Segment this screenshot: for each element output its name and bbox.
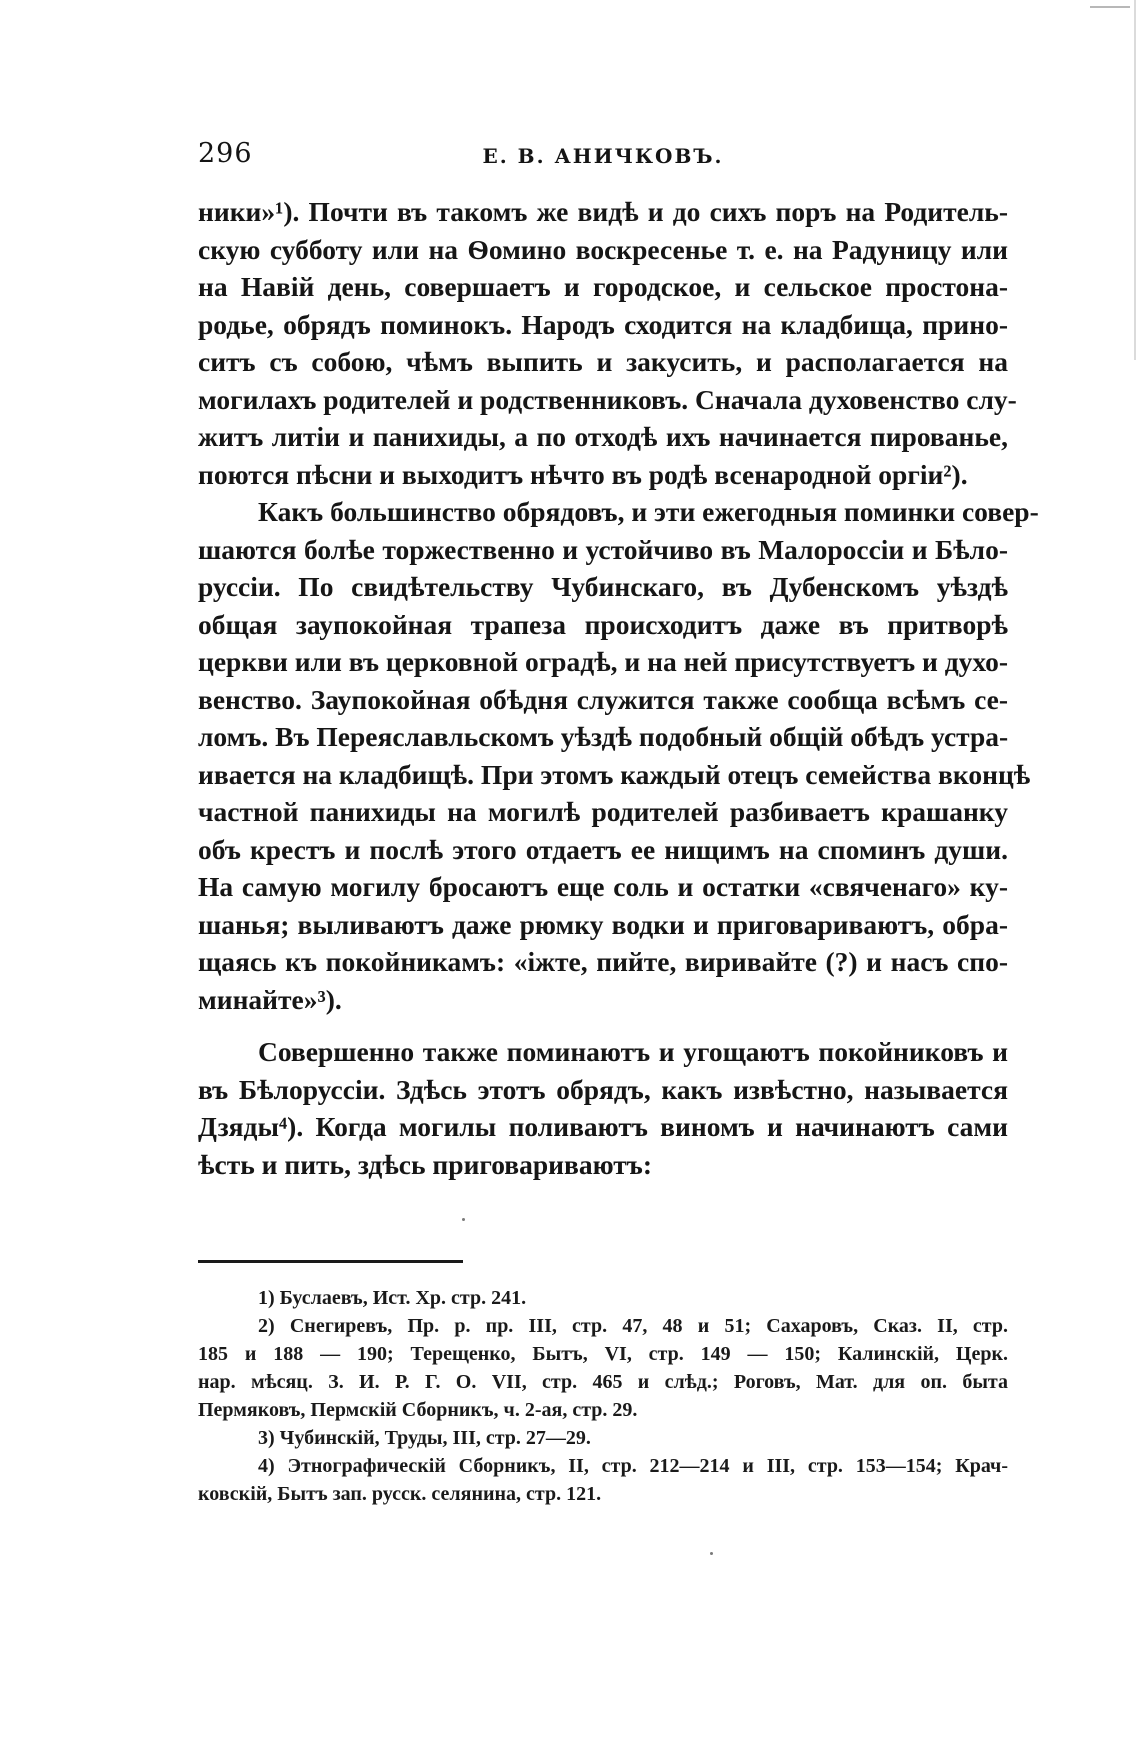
- footnote-line: 3) Чубинскій, Труды, III, стр. 27—29.: [258, 1427, 591, 1449]
- body-text: [198, 193, 1039, 1183]
- text-line: щаясь къ покойникамъ: «іжте, пийте, виривайте (?) и насъ спо-: [198, 946, 1008, 977]
- footnote-line: Пермяковъ, Пермскій Сборникъ, ч. 2-ая, стр. 29.: [198, 1399, 638, 1421]
- page-header: [198, 138, 1008, 178]
- text-line: скую субботу или на Ѳомино воскресенье т. е. на Радуницу или: [198, 233, 1008, 265]
- paragraph-gap: [198, 1018, 1008, 1033]
- paragraph: [198, 493, 1039, 1018]
- text-line: Дзяды⁴). Когда могилы поливаютъ виномъ и начинаютъ сами: [198, 1111, 1008, 1142]
- footnote: [198, 1284, 1008, 1312]
- text-line: ситъ съ собою, чѣмъ выпить и закусить, и располагается на: [198, 346, 1008, 377]
- text-line: шаются болѣе торжественно и устойчиво въ Малороссіи и Бѣло-: [198, 533, 1008, 565]
- text-line: объ крестъ и послѣ этого отдаетъ ее нищимъ на споминъ души.: [198, 833, 1008, 865]
- footnote-line: ковскій, Бытъ зап. русск. селянина, стр. 121.: [198, 1483, 602, 1505]
- text-line: венство. Заупокойная обѣдня служится также сообща всѣмъ се-: [198, 683, 1008, 715]
- text-line: въ Бѣлоруссіи. Здѣсь этотъ обрядъ, какъ извѣстно, называется: [198, 1073, 1008, 1105]
- text-line: На самую могилу бросаютъ еще соль и остатки «свяченаго» ку-: [198, 871, 1008, 902]
- text-line: на Навій день, совершаетъ и городское, и сельское простона-: [198, 271, 1008, 302]
- footnote-line: 185 и 188 — 190; Терещенко, Бытъ, VI, стр. 149 — 150; Калинскій, Церк.: [198, 1343, 1008, 1365]
- scan-speck: [710, 1552, 713, 1555]
- scan-speck: [462, 1218, 465, 1221]
- text-line: могилахъ родителей и родственниковъ. Сначала духовенство слу-: [198, 383, 1017, 415]
- paragraph: [198, 1033, 1008, 1183]
- text-line: церкви или въ церковной оградѣ, и на ней присутствуетъ и духо-: [198, 646, 1008, 677]
- text-line: общая заупокойная трапеза происходитъ даже въ притворѣ: [198, 608, 1008, 640]
- running-head: Е. В. АНИЧКОВЪ.: [482, 144, 724, 168]
- footnote-rule: [198, 1260, 463, 1263]
- text-line: Какъ большинство обрядовъ, и эти ежегодныя поминки совер-: [258, 496, 1039, 527]
- text-line: шанья; выливаютъ даже рюмку водки и приговариваютъ, обра-: [198, 908, 1008, 940]
- text-line: ѣсть и пить, здѣсь приговариваютъ:: [198, 1148, 652, 1180]
- text-line: ивается на кладбищѣ. При этомъ каждый отецъ семейства вконцѣ: [198, 758, 1031, 790]
- text-line: житъ литіи и панихиды, а по отходѣ ихъ начинается пированье,: [198, 421, 1008, 452]
- scan-edge-mark: [1090, 6, 1130, 8]
- text-line: минайте»³).: [198, 983, 342, 1015]
- text-line: ломъ. Въ Переяславльскомъ уѣздѣ подобный общій обѣдъ устра-: [198, 721, 1009, 752]
- text-line: Совершенно также поминаютъ и угощаютъ покойниковъ и: [258, 1036, 1008, 1067]
- text-line: руссіи. По свидѣтельству Чубинскаго, въ Дубенскомъ уѣздѣ: [198, 571, 1008, 602]
- footnote: [198, 1424, 1008, 1452]
- footnote-line: 4) Этнографическій Сборникъ, II, стр. 212—214 и III, стр. 153—154; Крач-: [258, 1455, 1008, 1477]
- footnote: [198, 1312, 1008, 1424]
- footnote-line: 2) Снегиревъ, Пр. р. пр. III, стр. 47, 48 и 51; Сахаровъ, Сказ. II, стр.: [258, 1315, 1008, 1337]
- footnote-line: 1) Буслаевъ, Ист. Хр. стр. 241.: [258, 1287, 527, 1309]
- page-number: 296: [198, 138, 253, 169]
- paragraph: [198, 193, 1017, 493]
- scan-edge-line: [1134, 0, 1136, 360]
- text-line: ники»¹). Почти въ такомъ же видѣ и до сихъ поръ на Родитель-: [198, 196, 1008, 227]
- footnote-line: нар. мѣсяц. З. И. Р. Г. О. VII, стр. 465 и слѣд.; Роговъ, Мат. для оп. быта: [198, 1371, 1008, 1393]
- footnotes: [198, 1284, 1008, 1508]
- text-line: поются пѣсни и выходитъ нѣчто въ родѣ всенародной оргіи²).: [198, 458, 968, 490]
- text-line: частной панихиды на могилѣ родителей разбиваетъ крашанку: [198, 796, 1008, 827]
- footnote: [198, 1452, 1008, 1508]
- text-line: родье, обрядъ поминокъ. Народъ сходится на кладбища, прино-: [198, 308, 1008, 340]
